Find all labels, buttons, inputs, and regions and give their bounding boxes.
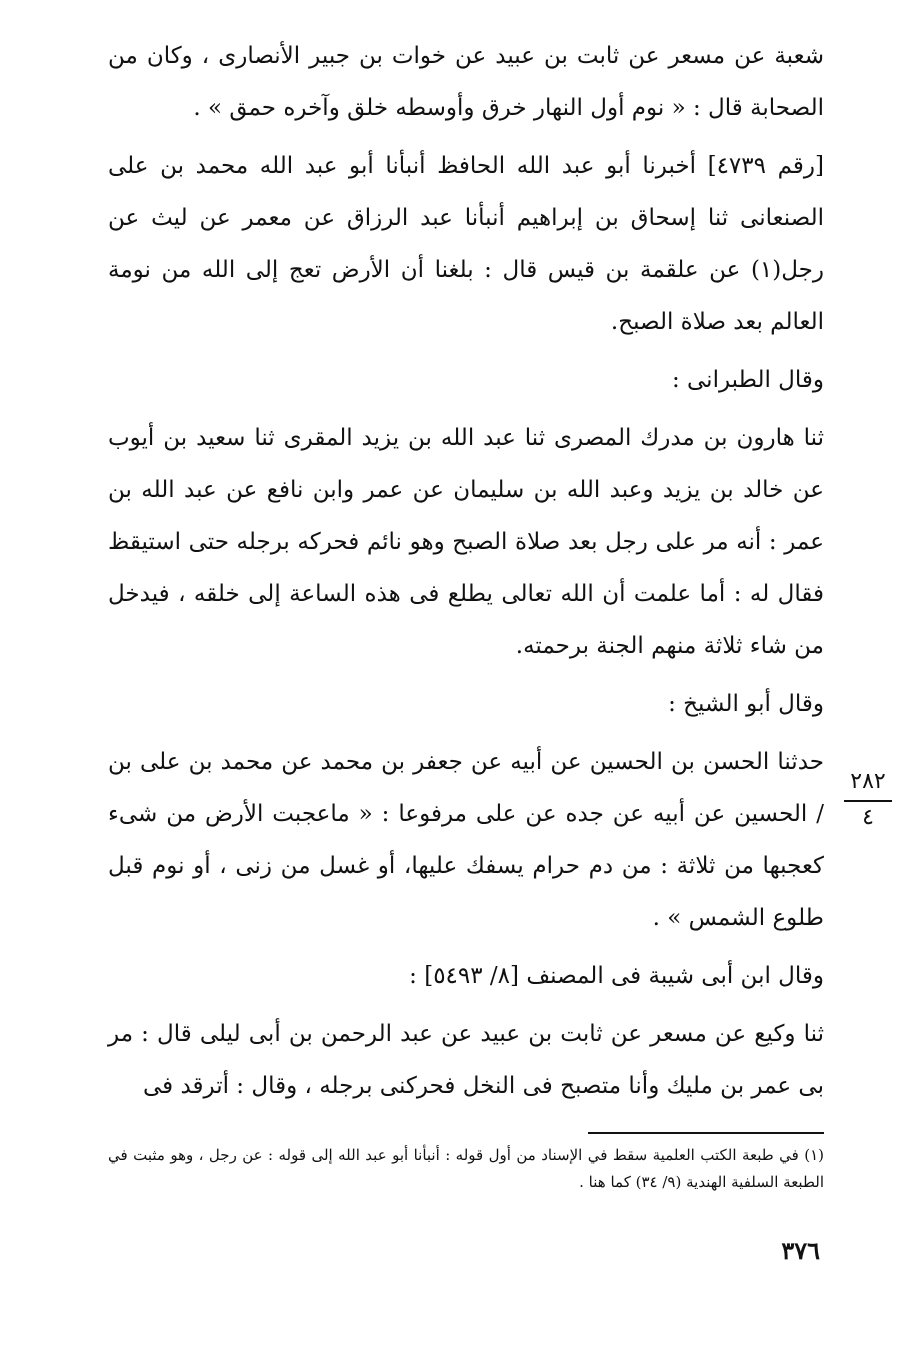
paragraph-3: وقال الطبرانى : (671, 367, 824, 393)
paragraph-4: ثنا هارون بن مدرك المصرى ثنا عبد الله بن يزيد المقرى ثنا سعيد بن أيوب عن خالد بن يزيد وعبد الله بن سليمان عن عمر وابن نافع عن عبد الله بن عمر : أنه مر على رجل بعد صلاة الصبح وهو نائم فحركه برجله حتى استيقظ فقال له : أما علمت أن الله تعالى يطلع فى هذه الساعة إلى خلقه ، فيدخل من شاء ثلاثة منهم الجنة برحمته. (108, 425, 824, 659)
main-text (108, 30, 824, 1112)
paragraph-2: [رقم ٤٧٣٩] أخبرنا أبو عبد الله الحافظ أنبأنا أبو عبد الله محمد بن على الصنعانى ثنا إسحاق بن إبراهيم أنبأنا عبد الرزاق عن معمر عن ليث عن رجل(١) عن علقمة بن قيس قال : بلغنا أن الأرض تعج إلى الله من نومة العالم بعد صلاة الصبح. (108, 153, 824, 335)
paragraph-6: حدثنا الحسن بن الحسين عن أبيه عن جعفر بن محمد عن محمد بن على بن / الحسين عن أبيه عن جده عن على مرفوعا : « ماعجبت الأرض من شىء كعجبها من ثلاثة : من دم حرام يسفك عليها، أو غسل من زنى ، أو نوم قبل طلوع الشمس » . (108, 749, 824, 931)
page-number: ٣٧٦ (781, 1236, 820, 1265)
footnote-separator (588, 1132, 824, 1134)
paragraph-5: وقال أبو الشيخ : (668, 691, 824, 717)
paragraph-8: ثنا وكيع عن مسعر عن ثابت بن عبيد عن عبد الرحمن بن أبى ليلى قال : مر بى عمر بن مليك وأنا متصبح فى النخل فحركنى برجله ، وقال : أترقد فى (108, 1021, 824, 1099)
margin-ref-volume-page: ٢٨٢ (850, 769, 886, 794)
paragraph-1: شعبة عن مسعر عن ثابت بن عبيد عن خوات بن جبير الأنصارى ، وكان من الصحابة قال : « نوم أول النهار خرق وأوسطه خلق وآخره حمق » . (108, 43, 824, 121)
margin-reference (838, 768, 898, 832)
margin-ref-part: ٤ (862, 805, 874, 830)
footnote (108, 1142, 824, 1196)
footnote-1: (١) في طبعة الكتب العلمية سقط في الإسناد من أول قوله : أنبأنا أبو عبد الله إلى قوله : عن رجل ، وهو مثبت في الطبعة السلفية الهندية (٩/ ٣٤) كما هنا . (108, 1146, 824, 1191)
paragraph-7: وقال ابن أبى شيبة فى المصنف [٨/ ٥٤٩٣] : (409, 963, 824, 989)
margin-ref-divider (844, 800, 892, 802)
